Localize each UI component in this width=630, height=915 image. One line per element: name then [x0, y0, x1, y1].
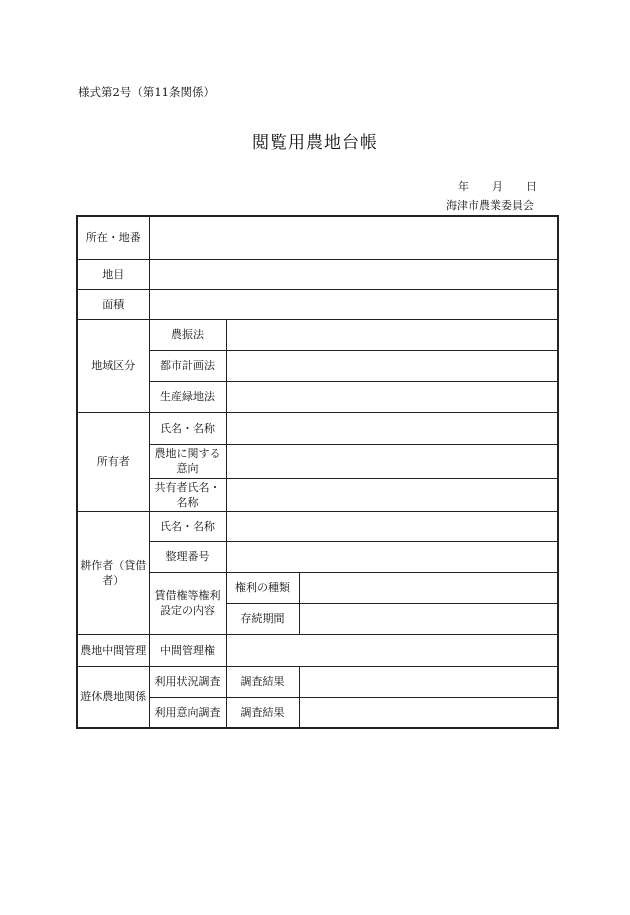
intermediary-right-label: 中間管理権 [149, 634, 226, 666]
location-label: 所在・地番 [77, 216, 149, 259]
date-year: 年 [458, 180, 469, 193]
duration-label: 存続期間 [226, 603, 299, 634]
intent-survey-result-field[interactable] [299, 697, 558, 728]
owner-field[interactable] [226, 478, 558, 511]
intermediary-label: 農地中間管理 [77, 634, 149, 666]
date-month: 月 [492, 180, 503, 193]
usage-survey-label: 利用状況調査 [149, 666, 226, 697]
owner-label: 所有者 [77, 412, 149, 511]
lease-label: 賃借権等権利設定の内容 [149, 572, 226, 634]
land-category-label: 地目 [77, 259, 149, 289]
cultivator-name-label: 氏名・名称 [149, 511, 226, 541]
right-type-label: 権利の種類 [226, 572, 299, 603]
zoning-item-label: 都市計画法 [149, 350, 226, 381]
owner-item-label: 共有者氏名・名称 [149, 478, 226, 511]
right-type-field[interactable] [299, 572, 558, 603]
owner-field[interactable] [226, 412, 558, 444]
ledger-table [76, 215, 559, 729]
cultivator-reg-field[interactable] [226, 541, 558, 572]
zoning-field[interactable] [226, 381, 558, 412]
date-day: 日 [526, 180, 537, 193]
zoning-label: 地域区分 [77, 319, 149, 412]
idle-farmland-label: 遊休農地関係 [77, 666, 149, 728]
intermediary-field[interactable] [226, 634, 558, 666]
zoning-item-label: 農振法 [149, 319, 226, 350]
page-title: 閲覧用農地台帳 [252, 133, 378, 153]
owner-item-label: 農地に関する意向 [149, 444, 226, 478]
owner-field[interactable] [226, 444, 558, 478]
zoning-field[interactable] [226, 319, 558, 350]
area-label: 面積 [77, 289, 149, 319]
location-field[interactable] [149, 216, 558, 259]
organization-name: 海津市農業委員会 [446, 199, 534, 212]
form-number: 様式第2号（第11条関係） [78, 85, 215, 99]
intent-survey-label: 利用意向調査 [149, 697, 226, 728]
survey-result-label: 調査結果 [226, 666, 299, 697]
cultivator-label: 耕作者（貸借者） [77, 511, 149, 634]
zoning-item-label: 生産緑地法 [149, 381, 226, 412]
owner-item-label: 氏名・名称 [149, 412, 226, 444]
usage-survey-result-field[interactable] [299, 666, 558, 697]
area-field[interactable] [149, 289, 558, 319]
land-category-field[interactable] [149, 259, 558, 289]
date-line [458, 178, 537, 194]
cultivator-reg-label: 整理番号 [149, 541, 226, 572]
survey-result-label: 調査結果 [226, 697, 299, 728]
zoning-field[interactable] [226, 350, 558, 381]
cultivator-name-field[interactable] [226, 511, 558, 541]
duration-field[interactable] [299, 603, 558, 634]
